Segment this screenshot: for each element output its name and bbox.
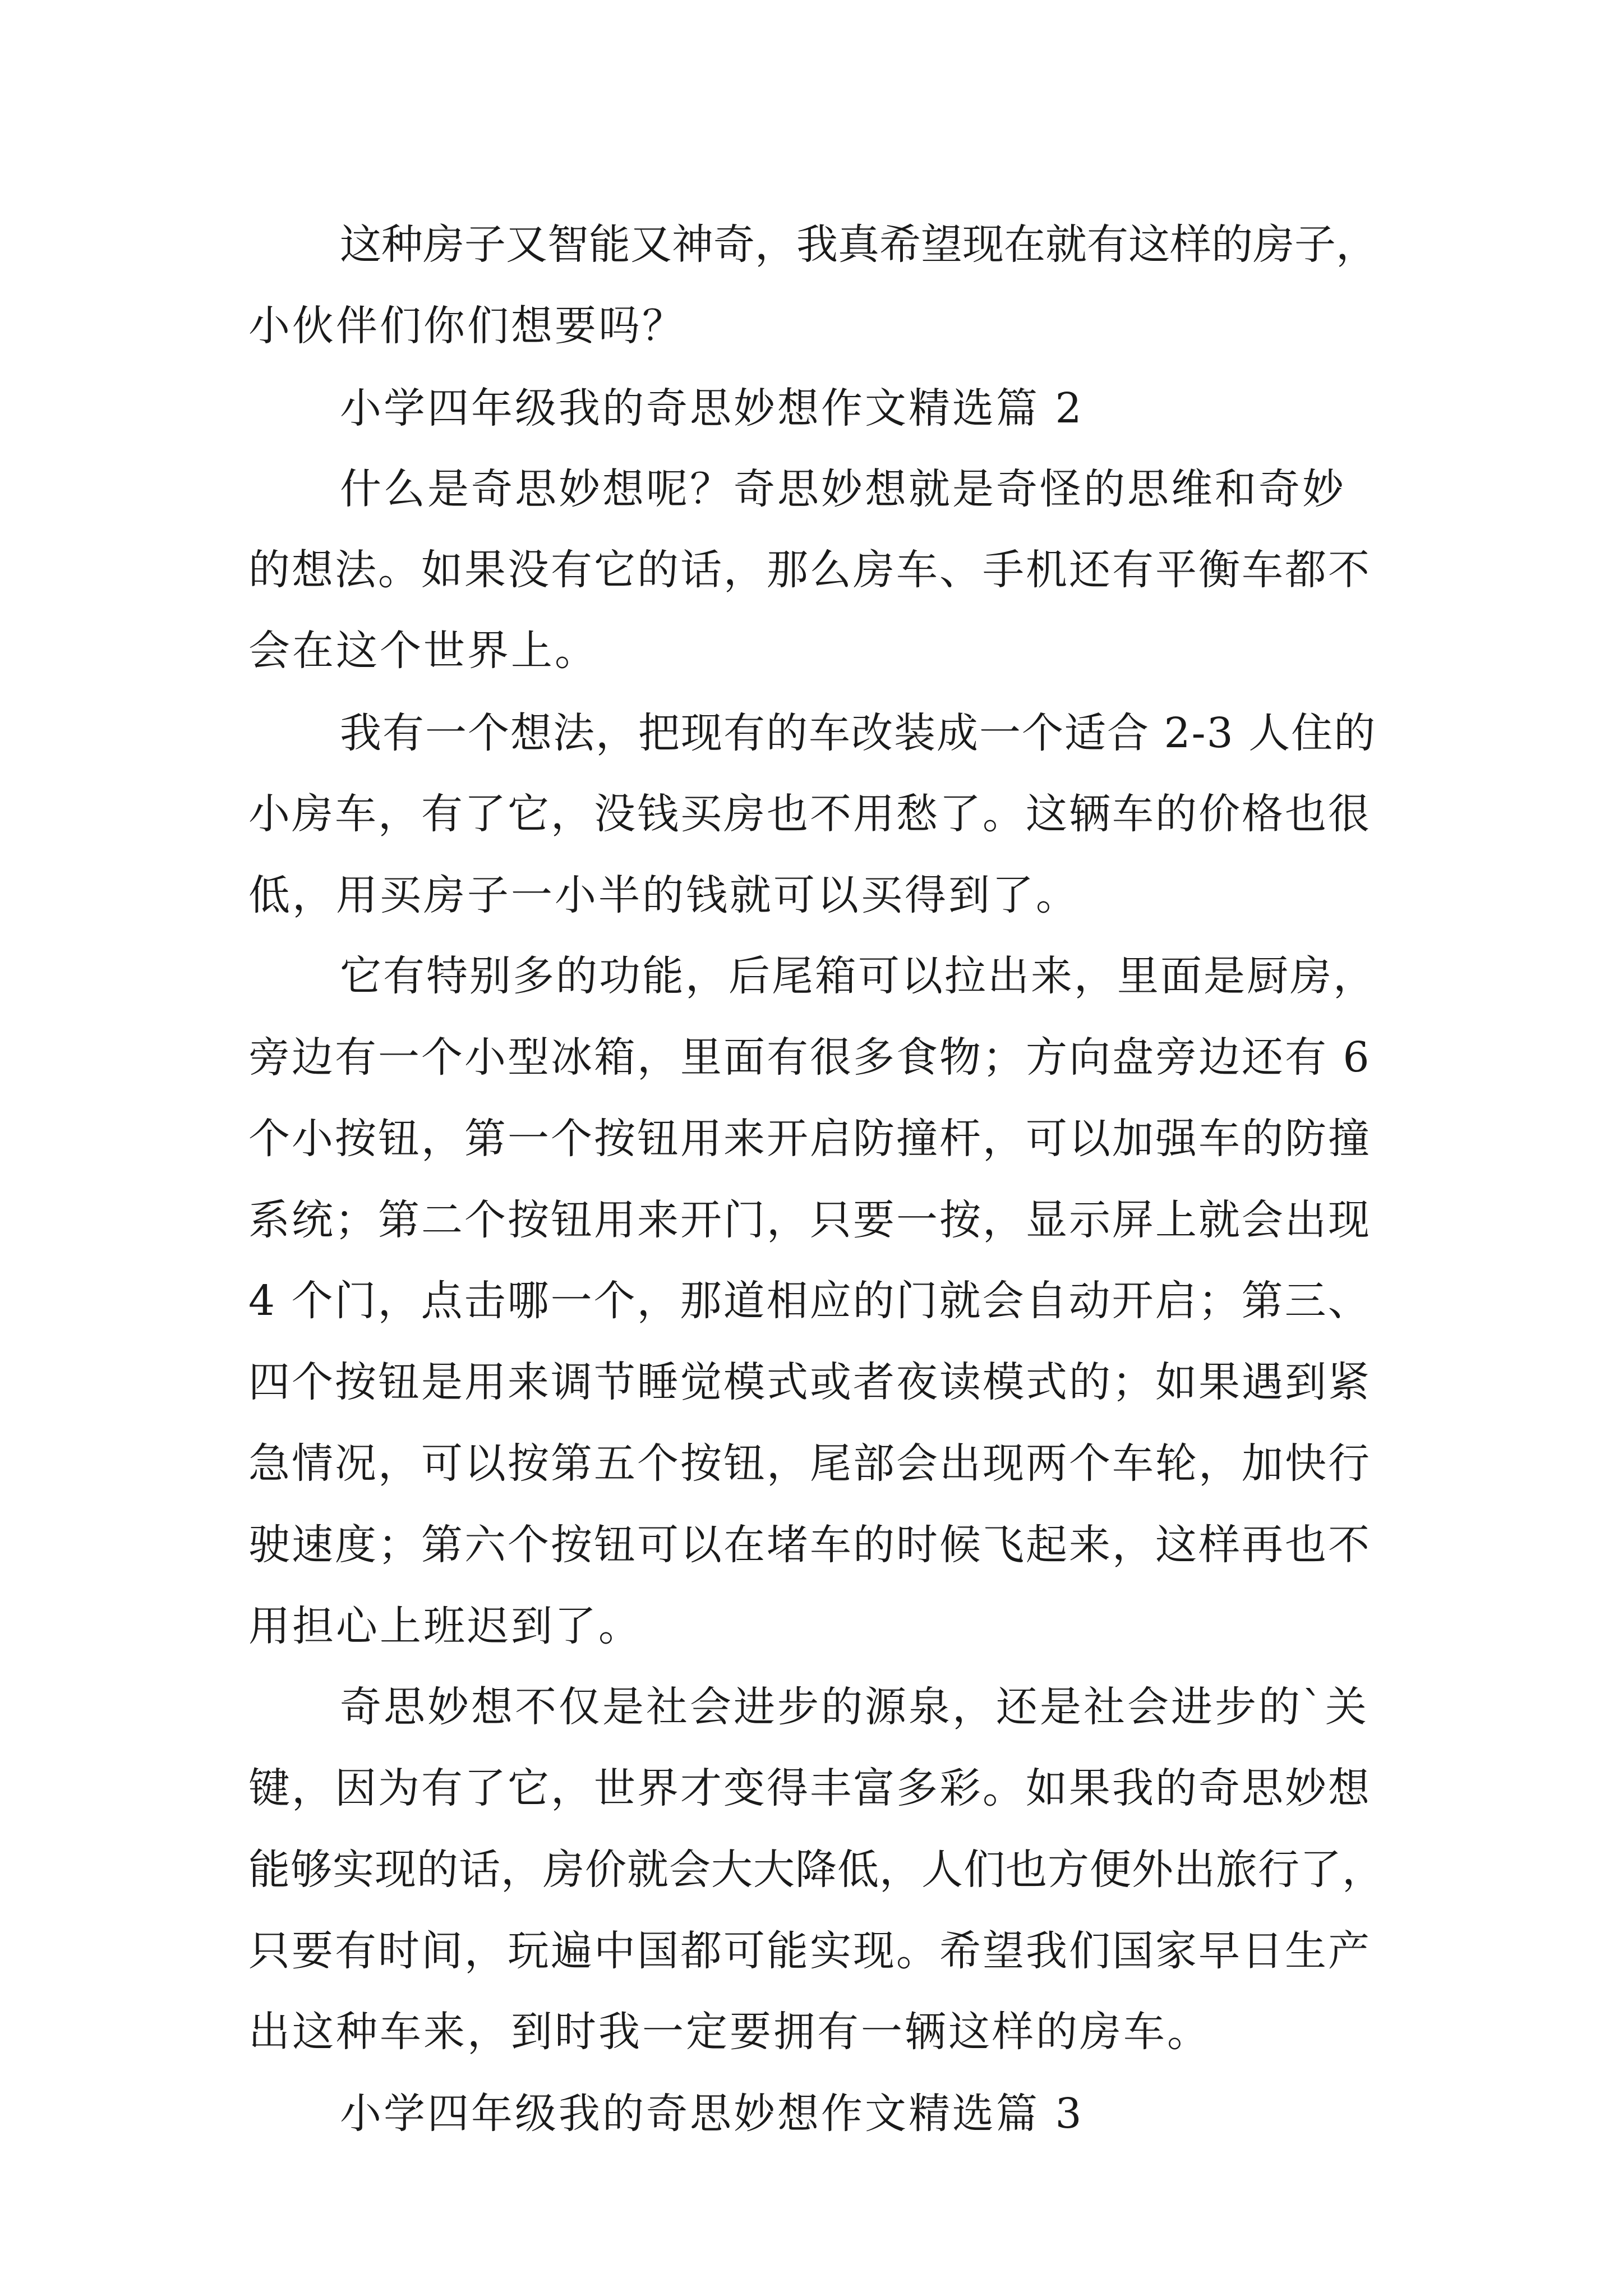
line-text: 这种房子又智能又神奇，我真希望现在就有这样的房子， [340, 220, 1377, 269]
text-line [0, 783, 1623, 845]
text-line [0, 1514, 1623, 1576]
line-text: 4 个门，点击哪一个，那道相应的门就会自动开启；第三、 [248, 1277, 1371, 1325]
text-line [0, 864, 1623, 926]
line-text: 键，因为有了它，世界才变得丰富多彩。如果我的奇思妙想 [248, 1764, 1371, 1812]
line-text: 系统；第二个按钮用来开门，只要一按，显示屏上就会出现 [248, 1196, 1371, 1244]
text-line [0, 945, 1623, 1007]
line-text: 小房车，有了它，没钱买房也不用愁了。这辆车的价格也很 [248, 790, 1371, 838]
text-line [0, 1351, 1623, 1413]
text-line [0, 2001, 1623, 2063]
text-line [0, 620, 1623, 682]
line-text: 用担心上班迟到了。 [248, 1602, 642, 1650]
text-line [0, 539, 1623, 601]
line-text: 出这种车来，到时我一定要拥有一辆这样的房车。 [248, 2008, 1211, 2056]
text-line [0, 295, 1623, 357]
line-text: 什么是奇思妙想呢？奇思妙想就是奇怪的思维和奇妙 [340, 465, 1346, 513]
text-line [0, 702, 1623, 764]
line-text: 低，用买房子一小半的钱就可以买得到了。 [248, 871, 1080, 919]
line-text: 会在这个世界上。 [248, 627, 598, 675]
text-line [0, 1920, 1623, 1982]
heading-text: 小学四年级我的奇思妙想作文精选篇 3 [340, 2090, 1084, 2138]
line-text: 个小按钮，第一个按钮用来开启防撞杆，可以加强车的防撞 [248, 1115, 1371, 1163]
text-line [0, 1839, 1623, 1901]
text-line [0, 1676, 1623, 1738]
line-text: 旁边有一个小型冰箱，里面有很多食物；方向盘旁边还有 6 [248, 1033, 1371, 1082]
line-text: 四个按钮是用来调节睡觉模式或者夜读模式的；如果遇到紧 [248, 1358, 1371, 1406]
text-line [0, 214, 1623, 275]
text-line [0, 1270, 1623, 1332]
line-text: 急情况，可以按第五个按钮，尾部会出现两个车轮，加快行 [248, 1439, 1371, 1488]
line-text: 只要有时间，玩遍中国都可能实现。希望我们国家早日生产 [248, 1927, 1371, 1975]
line-text: 能够实现的话，房价就会大大降低，人们也方便外出旅行了， [248, 1846, 1384, 1894]
text-line [0, 1595, 1623, 1657]
line-text: 我有一个想法，把现有的车改装成一个适合 2-3 人住的 [340, 709, 1377, 757]
text-line [0, 1757, 1623, 1819]
line-text: 驶速度；第六个按钮可以在堵车的时候飞起来，这样再也不 [248, 1521, 1371, 1569]
text-line [0, 1108, 1623, 1170]
text-line [0, 458, 1623, 520]
text-line [0, 1027, 1623, 1088]
section-heading [0, 378, 1623, 439]
text-line [0, 1189, 1623, 1251]
line-text: 小伙伴们你们想要吗？ [248, 302, 686, 350]
line-text: 它有特别多的功能，后尾箱可以拉出来，里面是厨房， [340, 952, 1376, 1000]
heading-text: 小学四年级我的奇思妙想作文精选篇 2 [340, 384, 1084, 432]
line-text: 奇思妙想不仅是社会进步的源泉，还是社会进步的`关 [340, 1683, 1369, 1731]
section-heading [0, 2083, 1623, 2145]
line-text: 的想法。如果没有它的话，那么房车、手机还有平衡车都不 [248, 546, 1371, 594]
text-line [0, 1433, 1623, 1494]
